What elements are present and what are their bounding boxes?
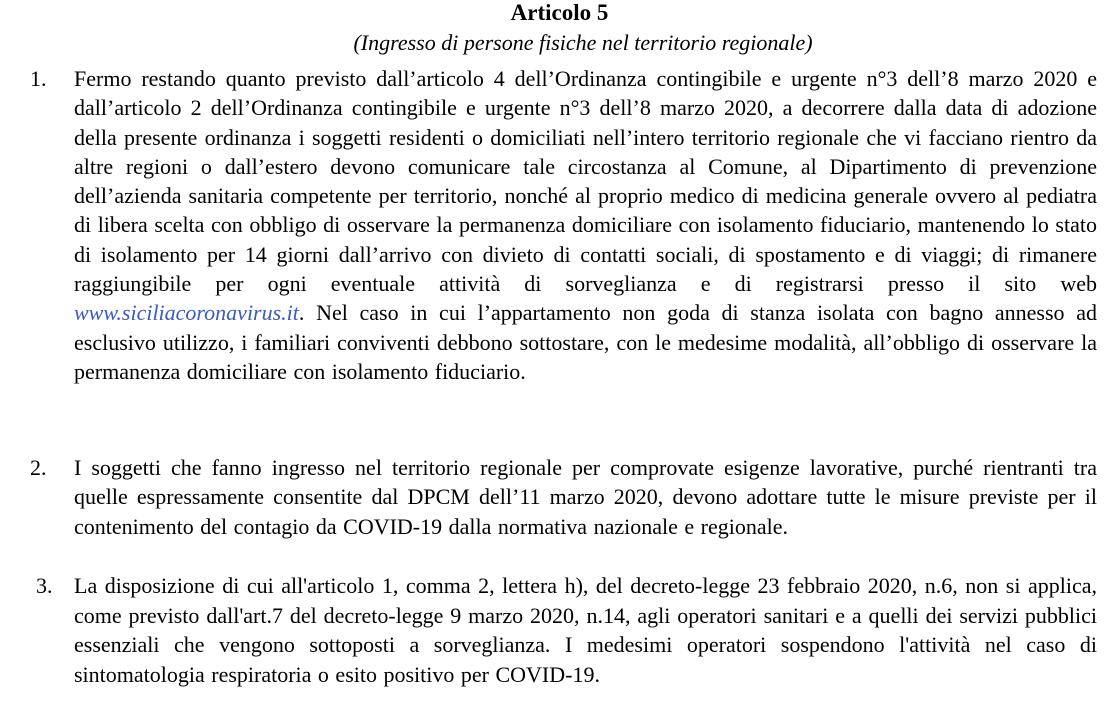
list-item-text: La disposizione di cui all'articolo 1, comma 2, lettera h), del decreto-legge 23 febbraio 2020, n.6, non si applica, come previsto dall'art.7 del decreto-legge 9 marzo 2020, n.14, agli operatori sanitari e a quelli dei servizi pubblici essenziali che vengono sottoposti a sorveglianza. I medesimi operatori sospendono l'attività nel caso di sintomatologia respiratoria o esito positivo per COVID-19. <box>74 573 1097 687</box>
article-subtitle: (Ingresso di persone fisiche nel territorio regionale) <box>353 30 813 55</box>
list-item-number: 1. <box>30 66 47 91</box>
paragraph-text-part: . Nel caso in cui l’appartamento non goda di stanza isolata con bagno annesso ad esclusivo utilizzo, i familiari conviventi debbono sottostare, con le medesime modalità, all’obbligo di osservare la permanenza domiciliare con isolamento fiduciario. <box>74 300 1097 384</box>
article-title: Articolo 5 <box>510 0 609 25</box>
list-item-text: I soggetti che fanno ingresso nel territorio regionale per comprovate esigenze lavorative, purché rientranti tra quelle espressamente consentite dal DPCM dell’11 marzo 2020, devono adottare tutte le misure previste per il contenimento del contagio da COVID-19 dalla normativa nazionale e regionale. <box>74 455 1097 539</box>
paragraph-text-part: Fermo restando quanto previsto dall’articolo 4 dell’Ordinanza contingibile e urgente n°3 dell’8 marzo 2020 e dall’articolo 2 dell’Ordinanza contingibile e urgente n°3 dell’8 marzo 2020, a decorrere dalla data di adozione della presente ordinanza i soggetti residenti o domiciliati nell’intero territorio regionale che vi facciano rientro da altre regioni o dall’estero devono comunicare tale circostanza al Comune, al Dipartimento di prevenzione dell’azienda sanitaria competente per territorio, nonché al proprio medico di medicina generale ovvero al pediatra di libera scelta con obbligo di osservare la permanenza domiciliare con isolamento fiduciario, mantenendo lo stato di isolamento per 14 giorni dall’arrivo con divieto di contatti sociali, di spostamento e di viaggi; di rimanere raggiungibile per ogni eventuale attività di sorveglianza e di registrarsi presso il sito web <box>74 66 1097 297</box>
list-item-text <box>74 64 1097 386</box>
list-item-number: 2. <box>30 455 47 480</box>
list-item-number: 3. <box>36 573 53 598</box>
website-link[interactable]: www.siciliacoronavirus.it <box>74 300 299 326</box>
